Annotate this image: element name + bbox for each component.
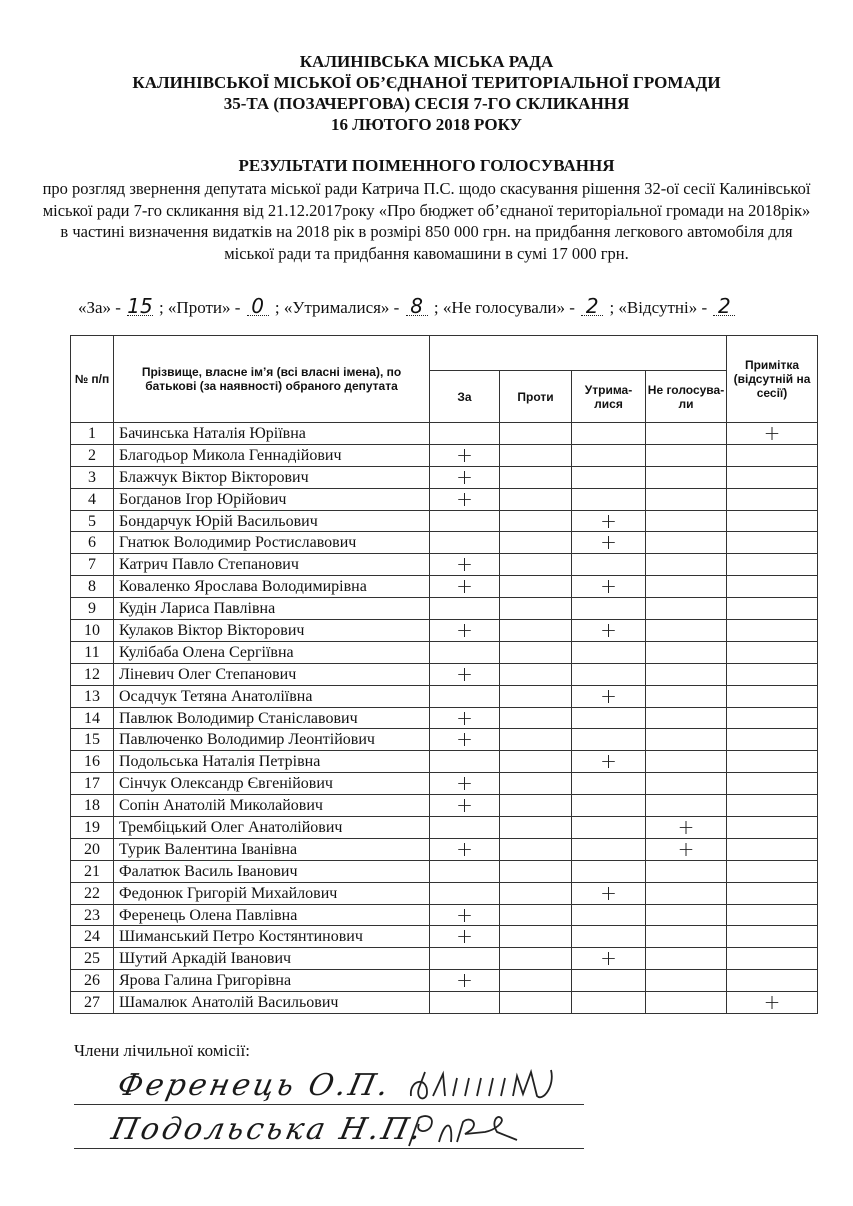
deputy-name: Сінчук Олександр Євгенійович [114,773,430,795]
table-row [71,838,818,860]
tally-novote-label: ; «Не голосували» - [433,298,575,317]
table-row [71,466,818,488]
mark-abstain [572,773,646,795]
mark-absent [727,795,818,817]
handwritten-plus-mark: + [456,661,473,686]
mark-against [500,817,572,839]
mark-novote [646,860,727,882]
deputy-name: Павлюченко Володимир Леонтійович [114,729,430,751]
mark-against [500,663,572,685]
mark-for [430,926,500,948]
row-number: 4 [71,488,114,510]
mark-for [430,554,500,576]
mark-abstain [572,488,646,510]
signature-name-1: Ференець О.П. [114,1068,395,1103]
tally-for-label: «За» - [78,298,121,317]
mark-novote [646,423,727,445]
row-number: 24 [71,926,114,948]
deputy-name: Блажчук Віктор Вікторович [114,466,430,488]
deputy-name: Благодьор Микола Геннадійович [114,444,430,466]
mark-novote [646,814,727,839]
deputy-name: Фалатюк Василь Іванович [114,860,430,882]
mark-for [430,510,500,532]
mark-abstain [572,423,646,445]
mark-for [430,488,500,510]
table-row [71,992,818,1014]
deputy-name: Кулаков Віктор Вікторович [114,620,430,642]
table-row [71,510,818,532]
mark-for [430,751,500,773]
handwritten-plus-mark: + [456,924,473,949]
row-number: 6 [71,532,114,554]
mark-novote [646,795,727,817]
mark-for [430,904,500,926]
deputy-name: Ярова Галина Григорівна [114,970,430,992]
table-row [71,882,818,904]
mark-against [500,970,572,992]
header-note: Примітка (відсутній на сесії) [727,336,818,423]
header-name: Прізвище, власне ім’я (всі власні імена), по батькові (за наявності) обраного депутата [114,336,430,423]
handwritten-plus-mark: + [600,574,617,599]
mark-abstain [572,532,646,554]
deputy-name: Ференець Олена Павлівна [114,904,430,926]
row-number: 14 [71,707,114,729]
mark-novote [646,554,727,576]
mark-for [430,882,500,904]
deputy-name: Подольська Наталія Петрівна [114,751,430,773]
mark-novote [646,838,727,860]
tally-abstain-value: 8 [406,297,428,316]
mark-novote [646,576,727,598]
table-row [71,817,818,839]
header-novote: Не голосува-ли [646,371,727,423]
deputy-name: Трембіцький Олег Анатолійович [114,817,430,839]
mark-abstain [572,970,646,992]
mark-abstain [572,510,646,532]
mark-abstain [572,992,646,1014]
council-name: КАЛИНІВСЬКА МІСЬКА РАДА [299,52,554,71]
table-row [71,620,818,642]
handwritten-plus-mark: + [763,420,781,445]
mark-against [500,641,572,663]
community-name: КАЛИНІВСЬКОЇ МІСЬКОЇ ОБ’ЄДНАНОЇ ТЕРИТОРІАЛЬНОЇ ГРОМАДИ [132,73,721,92]
mark-absent [727,641,818,663]
header-against: Проти [500,371,572,423]
mark-against [500,598,572,620]
row-number: 17 [71,773,114,795]
mark-for [430,773,500,795]
row-number: 19 [71,817,114,839]
mark-against [500,620,572,642]
handwritten-plus-mark: + [763,990,781,1015]
handwritten-plus-mark: + [456,727,473,752]
mark-absent [727,751,818,773]
mark-against [500,773,572,795]
mark-abstain [572,685,646,707]
handwritten-plus-mark: + [677,836,695,861]
deputy-name: Павлюк Володимир Станіславович [114,707,430,729]
mark-for [430,838,500,860]
header-num: № п/п [71,336,114,423]
mark-abstain [572,617,646,642]
mark-absent [727,444,818,466]
deputy-name: Турик Валентина Іванівна [114,838,430,860]
mark-abstain [572,576,646,598]
handwritten-plus-mark: + [456,771,473,796]
mark-abstain [572,751,646,773]
row-number: 21 [71,860,114,882]
deputy-name: Федонюк Григорій Михайлович [114,882,430,904]
mark-against [500,466,572,488]
mark-absent [727,685,818,707]
mark-abstain [572,948,646,970]
mark-against [500,685,572,707]
mark-novote [646,685,727,707]
mark-absent [727,510,818,532]
mark-abstain [572,466,646,488]
mark-for [430,532,500,554]
table-row [71,970,818,992]
table-row [71,729,818,751]
deputy-name: Шиманський Петро Костянтинович [114,926,430,948]
row-number: 18 [71,795,114,817]
mark-absent [727,663,818,685]
mark-absent [727,466,818,488]
table-row [71,795,818,817]
table-body [71,420,818,1015]
mark-for [430,817,500,839]
mark-against [500,576,572,598]
mark-absent [727,488,818,510]
row-number: 13 [71,685,114,707]
mark-against [500,926,572,948]
handwritten-plus-mark: + [456,486,473,511]
mark-for [430,423,500,445]
session-date: 16 ЛЮТОГО 2018 РОКУ [330,115,523,134]
mark-abstain [572,663,646,685]
handwritten-plus-mark: + [456,902,473,927]
mark-absent [727,420,818,445]
mark-abstain [572,795,646,817]
mark-novote [646,598,727,620]
table-row [71,532,818,554]
mark-against [500,554,572,576]
mark-against [500,751,572,773]
mark-absent [727,970,818,992]
mark-for [430,795,500,817]
row-number: 9 [71,598,114,620]
mark-absent [727,860,818,882]
handwritten-plus-mark: + [677,814,695,839]
tally-for-value: 15 [127,294,153,318]
mark-abstain [572,882,646,904]
row-number: 16 [71,751,114,773]
mark-against [500,992,572,1014]
mark-for [430,992,500,1014]
handwritten-plus-mark: + [600,617,617,642]
mark-novote [646,904,727,926]
signature-scribble-1 [405,1066,565,1106]
mark-against [500,423,572,445]
mark-absent [727,926,818,948]
table-row [71,554,818,576]
session-name: 35-ТА (ПОЗАЧЕРГОВА) СЕСІЯ 7-ГО СКЛИКАННЯ [223,94,630,113]
mark-absent [727,729,818,751]
deputy-name: Бачинська Наталія Юріївна [114,423,430,445]
handwritten-plus-mark: + [456,442,473,467]
mark-for [430,617,500,642]
mark-abstain [572,860,646,882]
mark-absent [727,598,818,620]
mark-novote [646,729,727,751]
mark-novote [646,773,727,795]
table-row [71,904,818,926]
handwritten-plus-mark: + [456,552,473,577]
mark-novote [646,663,727,685]
row-number: 27 [71,992,114,1014]
tally-against-value: 0 [247,297,269,316]
mark-against [500,838,572,860]
table-row [71,576,818,598]
table-row [71,751,818,773]
mark-against [500,729,572,751]
mark-for [430,663,500,685]
mark-against [500,707,572,729]
header-for: За [430,371,500,423]
table-row [71,423,818,445]
row-number: 25 [71,948,114,970]
row-number: 7 [71,554,114,576]
mark-novote [646,532,727,554]
mark-absent [727,576,818,598]
roll-call-table [70,335,818,1014]
mark-novote [646,992,727,1014]
handwritten-plus-mark: + [456,464,473,489]
handwritten-plus-mark: + [456,617,473,642]
mark-novote [646,926,727,948]
mark-abstain [572,707,646,729]
tally-absent-label: ; «Відсутні» - [609,298,708,317]
mark-absent [727,620,818,642]
deputy-name: Осадчук Тетяна Анатоліївна [114,685,430,707]
row-number: 15 [71,729,114,751]
handwritten-plus-mark: + [456,574,473,599]
mark-for [430,707,500,729]
row-number: 2 [71,444,114,466]
mark-absent [727,773,818,795]
mark-for [430,598,500,620]
mark-novote [646,510,727,532]
table-row [71,641,818,663]
row-number: 11 [71,641,114,663]
mark-absent [727,948,818,970]
table-row [71,444,818,466]
table-row [71,926,818,948]
tally-novote-value: 2 [581,297,603,316]
mark-absent [727,817,818,839]
document-title: РЕЗУЛЬТАТИ ПОІМЕННОГО ГОЛОСУВАННЯ [238,156,615,175]
mark-for [430,641,500,663]
handwritten-plus-mark: + [600,749,617,774]
mark-novote [646,948,727,970]
mark-abstain [572,729,646,751]
vote-tally [78,294,737,318]
deputy-name: Коваленко Ярослава Володимирівна [114,576,430,598]
row-number: 8 [71,576,114,598]
mark-novote [646,751,727,773]
mark-abstain [572,838,646,860]
mark-for [430,576,500,598]
commission-label: Члени лічильної комісії: [74,1041,250,1060]
mark-for [430,948,500,970]
table-row [71,488,818,510]
handwritten-plus-mark: + [600,508,617,533]
deputy-name: Гнатюк Володимир Ростиславович [114,532,430,554]
mark-against [500,795,572,817]
mark-for [430,466,500,488]
row-number: 1 [71,423,114,445]
mark-novote [646,882,727,904]
mark-absent [727,904,818,926]
deputy-name: Лінeвич Олег Степанович [114,663,430,685]
deputy-name: Кулібаба Олена Сергіївна [114,641,430,663]
deputy-name: Шутий Аркадій Іванович [114,948,430,970]
tally-abstain-label: ; «Утрималися» - [274,298,400,317]
mark-abstain [572,926,646,948]
row-number: 22 [71,882,114,904]
mark-abstain [572,598,646,620]
handwritten-plus-mark: + [600,946,617,971]
mark-against [500,444,572,466]
handwritten-plus-mark: + [456,836,473,861]
mark-for [430,729,500,751]
mark-novote [646,444,727,466]
mark-for [430,685,500,707]
row-number: 5 [71,510,114,532]
deputy-name: Шамалюк Анатолій Васильович [114,992,430,1014]
table-row [71,598,818,620]
handwritten-plus-mark: + [456,968,473,993]
mark-for [430,860,500,882]
mark-abstain [572,444,646,466]
table-row [71,948,818,970]
mark-novote [646,488,727,510]
mark-against [500,860,572,882]
mark-against [500,882,572,904]
mark-novote [646,707,727,729]
mark-against [500,948,572,970]
signature-name-2: Подольська Н.П. [108,1112,428,1147]
mark-for [430,970,500,992]
row-number: 3 [71,466,114,488]
handwritten-plus-mark: + [456,705,473,730]
mark-absent [727,882,818,904]
mark-for [430,444,500,466]
row-number: 12 [71,663,114,685]
row-number: 20 [71,838,114,860]
deputy-name: Богданов Ігор Юрійович [114,488,430,510]
table-row [71,685,818,707]
row-number: 23 [71,904,114,926]
row-number: 26 [71,970,114,992]
header-vote-group [430,336,727,371]
table-row [71,860,818,882]
mark-absent [727,838,818,860]
mark-abstain [572,554,646,576]
mark-novote [646,620,727,642]
handwritten-plus-mark: + [456,793,473,818]
deputy-name: Сопін Анатолій Миколайович [114,795,430,817]
deputy-name: Бондарчук Юрій Васильович [114,510,430,532]
row-number: 10 [71,620,114,642]
table-row [71,773,818,795]
table-row [71,707,818,729]
mark-novote [646,970,727,992]
mark-abstain [572,904,646,926]
mark-novote [646,641,727,663]
mark-absent [727,992,818,1014]
mark-abstain [572,641,646,663]
handwritten-plus-mark: + [600,880,617,905]
mark-absent [727,554,818,576]
tally-against-label: ; «Проти» - [158,298,241,317]
mark-novote [646,466,727,488]
mark-abstain [572,817,646,839]
table-row [71,663,818,685]
mark-absent [727,707,818,729]
deputy-name: Катрич Павло Степанович [114,554,430,576]
signature-scribble-2 [405,1112,525,1152]
vote-subject: про розгляд звернення депутата міської ради Катрича П.С. щодо скасування рішення 32-ої сесії Калинівської міської ради 7-го скликання від 21.12.2017року «Про бюджет об’єднаної територіальної громади на 2018рік» в частині визначення видатків на 2018 рік в розмірі 850 000 грн. на придбання легкового автомобіля для міської ради та придбання кавомашини в сумі 17 000 грн. [42,179,811,263]
tally-absent-value: 2 [713,297,735,316]
header-abstain: Утрима-лися [572,371,646,423]
handwritten-plus-mark: + [600,530,617,555]
mark-against [500,510,572,532]
mark-against [500,904,572,926]
deputy-name: Кудін Лариса Павлівна [114,598,430,620]
mark-against [500,488,572,510]
handwritten-plus-mark: + [600,683,617,708]
mark-against [500,532,572,554]
mark-absent [727,532,818,554]
